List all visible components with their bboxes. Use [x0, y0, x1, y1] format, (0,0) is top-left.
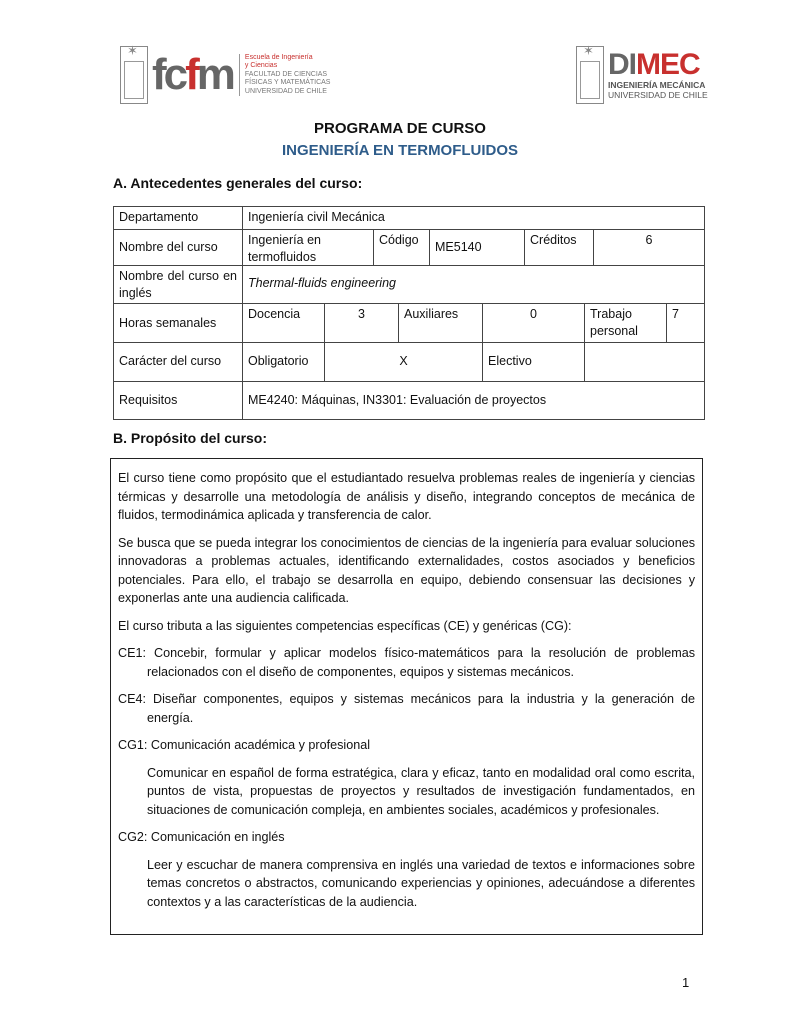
logo-text: Escuela de Ingeniería — [244, 53, 313, 61]
table-row — [114, 265, 704, 303]
cell-value — [584, 343, 704, 381]
cell-label: Horas semanales — [119, 316, 217, 330]
cell-value: 6 — [593, 230, 704, 265]
cell-value: ME5140 — [429, 230, 524, 265]
table-row — [114, 381, 704, 419]
table-row — [114, 229, 704, 265]
cell-value: 7 — [666, 304, 704, 342]
competency-ce1: CE1: Concebir, formular y aplicar modelos físico-matemáticos para la resolución de problemas relacionados con el diseño de componentes, equipos y sistemas mecánicos. — [118, 646, 695, 679]
university-crest-icon — [576, 46, 604, 104]
page-number: 1 — [682, 975, 690, 990]
competency-cg2: CG2: Comunicación en inglés — [118, 830, 285, 844]
table-row — [114, 207, 704, 229]
competency-ce4: CE4: Diseñar componentes, equipos y sistemas mecánicos para la industria y la generación de energía. — [118, 692, 695, 725]
logo-text: INGENIERÍA MECÁNICA — [608, 80, 706, 90]
competency-description: Comunicar en español de forma estratégica, clara y eficaz, tanto en modalidad oral como escrita, puntos de vista, propuestas de proyectos y resultados de investigación fundamentados, en situaciones de comunicación compleja, en ambientes sociales, académicos y profesionales. — [147, 765, 695, 817]
paragraph: El curso tributa a las siguientes competencias específicas (CE) y genéricas (CG): — [118, 618, 572, 633]
paragraph: El curso tiene como propósito que el estudiantado resuelva problemas reales de ingeniería y ciencias térmicas y desarrolle una metodología de análisis y diseño, integrando conceptos de mecánica de fluidos, termodinámica aplicada y transferencia de calor. — [118, 471, 695, 522]
logo-text: FACULTAD DE CIENCIAS — [244, 70, 328, 78]
logo-mark: DI — [608, 48, 636, 81]
cell-label: Departamento — [119, 210, 199, 224]
course-title: INGENIERÍA EN TERMOFLUIDOS — [281, 142, 519, 159]
cell-label: Créditos — [524, 230, 593, 265]
competency-description: Leer y escuchar de manera comprensiva en inglés una variedad de textos e informaciones sobre temas concretos o abstractos, comunicando experiencias y opiniones, adecuándose a diferentes contextos y a las características de la audiencia. — [147, 857, 695, 909]
cell-value: X — [324, 343, 482, 381]
cell-value: 0 — [482, 304, 584, 342]
competency-cg1: CG1: Comunicación académica y profesional — [118, 738, 370, 752]
logo-text: y Ciencias — [244, 62, 278, 70]
cell-value: Thermal-fluids engineering — [242, 266, 704, 303]
purpose-box — [110, 458, 703, 935]
section-a-heading: A. Antecedentes generales del curso: — [113, 175, 363, 191]
cell-label: Auxiliares — [398, 304, 482, 342]
cell-label: Trabajo personal — [584, 304, 666, 342]
university-crest-icon — [120, 46, 148, 104]
logo-text: UNIVERSIDAD DE CHILE — [608, 90, 708, 100]
table-row — [114, 303, 704, 342]
cell-value: Ingeniería civil Mecánica — [242, 207, 704, 229]
cell-value: 3 — [324, 304, 398, 342]
logo-text: FÍSICAS Y MATEMÁTICAS — [244, 79, 331, 87]
cell-label: Obligatorio — [242, 343, 324, 381]
cell-value: ME4240: Máquinas, IN3301: Evaluación de proyectos — [242, 382, 704, 419]
table-row — [114, 342, 704, 381]
fcfm-logo: ✶ fcfm Escuela de Ingeniería y Ciencias FACULTAD DE CIENCIAS FÍSICAS Y MATEMÁTICAS UNIVERSIDAD DE CHILE — [120, 46, 330, 104]
cell-label: Nombre del curso en inglés — [119, 269, 237, 300]
document-title: PROGRAMA DE CURSO — [314, 120, 486, 137]
cell-label: Docencia — [242, 304, 324, 342]
logo-mark: MEC — [636, 48, 700, 81]
dimec-logo — [576, 46, 708, 104]
cell-value: Ingeniería en termofluidos — [242, 230, 373, 265]
section-b-heading: B. Propósito del curso: — [113, 430, 268, 446]
paragraph: Se busca que se pueda integrar los conocimientos de ciencias de la ingeniería para evaluar soluciones innovadoras a problemas actuales, identificando externalidades, costos asociados y beneficios potenciales. Para ello, el trabajo se desarrolla en equipo, debiendo consensuar las decisiones y exponerlas ante una audiencia calificada. — [118, 535, 695, 605]
cell-label: Carácter del curso — [119, 354, 222, 368]
general-info-table — [113, 206, 705, 420]
cell-label: Código — [373, 230, 429, 265]
cell-label: Electivo — [482, 343, 584, 381]
logo-text: UNIVERSIDAD DE CHILE — [244, 87, 327, 95]
cell-label: Nombre del curso — [119, 240, 218, 254]
cell-label: Requisitos — [119, 393, 178, 407]
